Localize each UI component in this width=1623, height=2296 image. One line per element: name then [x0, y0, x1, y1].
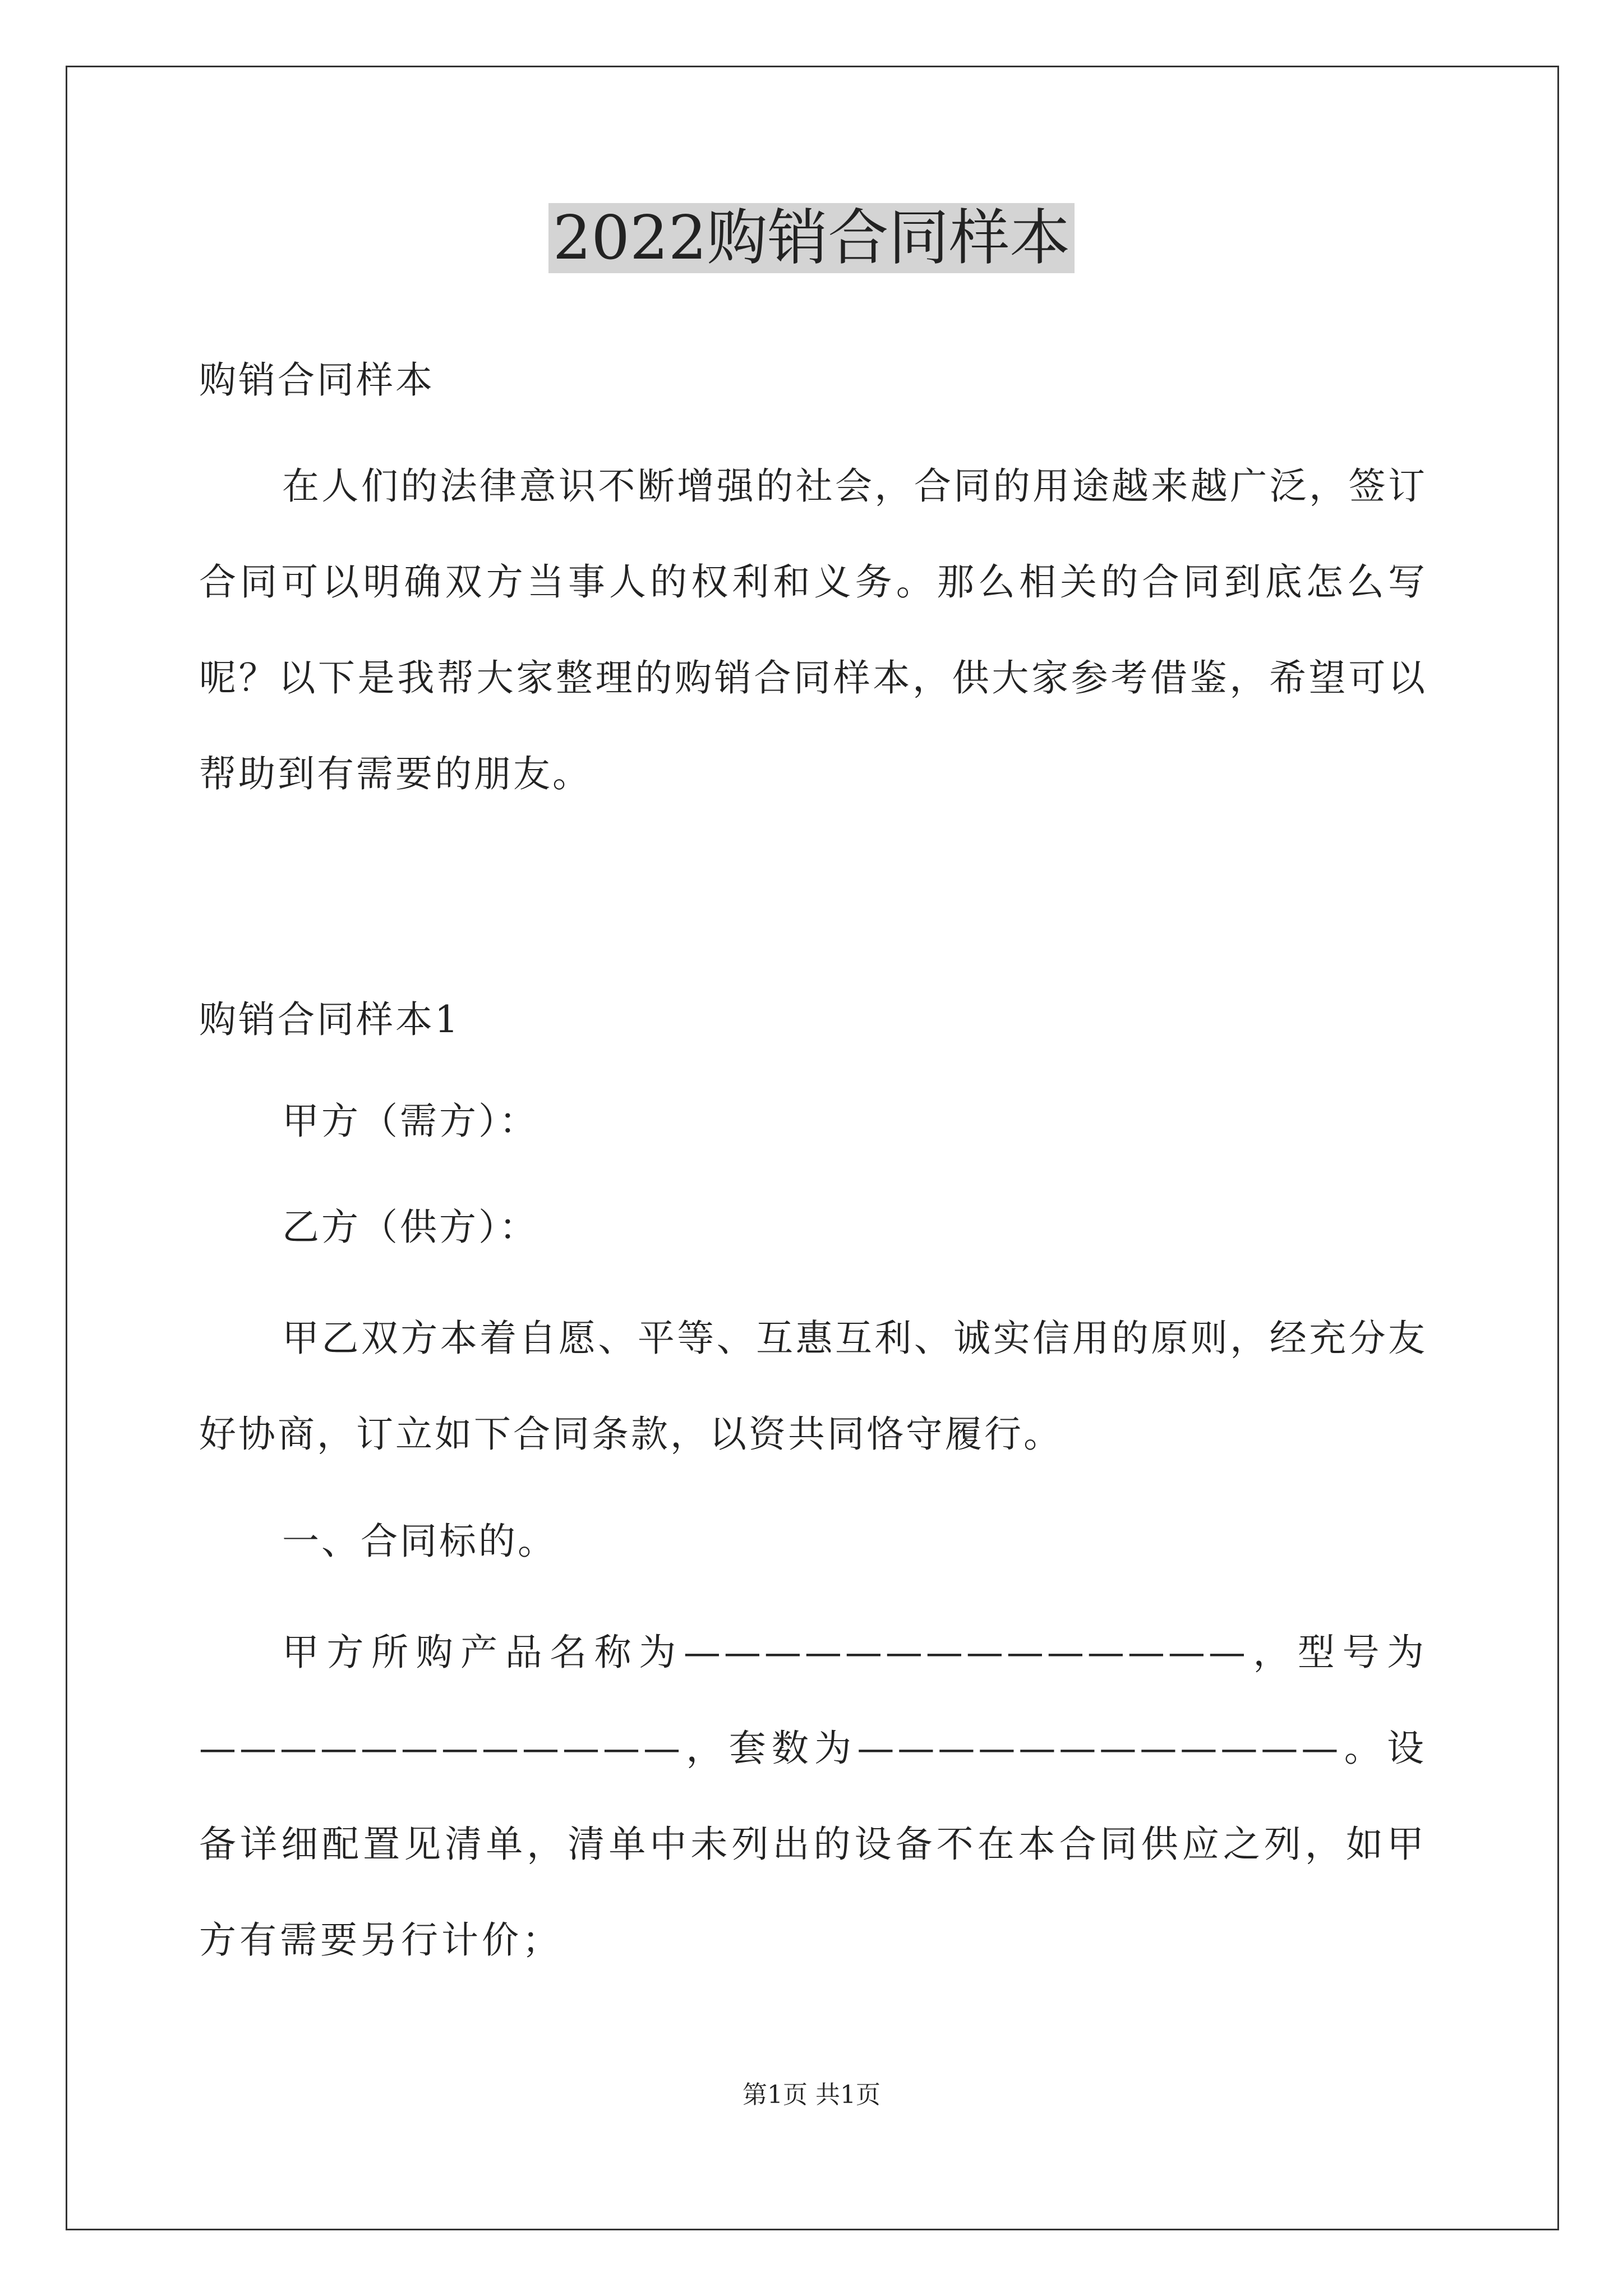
party-b-line: 乙方（供方）：	[282, 1205, 538, 1249]
principle-paragraph: 甲乙双方本着自愿、平等、互惠互利、诚实信用的原则，经充分友好协商，订立如下合同条款，以资共同恪守履行。	[199, 1317, 1427, 1456]
section-heading: 购销合同样本1	[199, 998, 460, 1041]
intro-paragraph: 在人们的法律意识不断增强的社会，合同的用途越来越广泛，签订合同可以明确双方当事人的权利和义务。那么相关的合同到底怎么写呢？以下是我帮大家整理的购销合同样本，供大家参考借鉴，希望可以帮助到有需要的朋友。	[199, 464, 1427, 795]
party-a-line: 甲方（需方）：	[282, 1099, 538, 1143]
document-title	[0, 199, 1623, 278]
page-footer: 第1页 共1页	[743, 2081, 880, 2109]
subtitle: 购销合同样本	[199, 358, 435, 402]
clause-1-paragraph: 甲方所购产品名称为——————————————，型号为————————————，套数为————————————。设备详细配置见清单，清单中未列出的设备不在本合同供应之列，如甲方有需要另行计价；	[199, 1631, 1427, 1962]
clause-1-heading: 一、合同标的。	[282, 1520, 557, 1563]
document-title-text: 2022购销合同样本	[548, 203, 1075, 273]
